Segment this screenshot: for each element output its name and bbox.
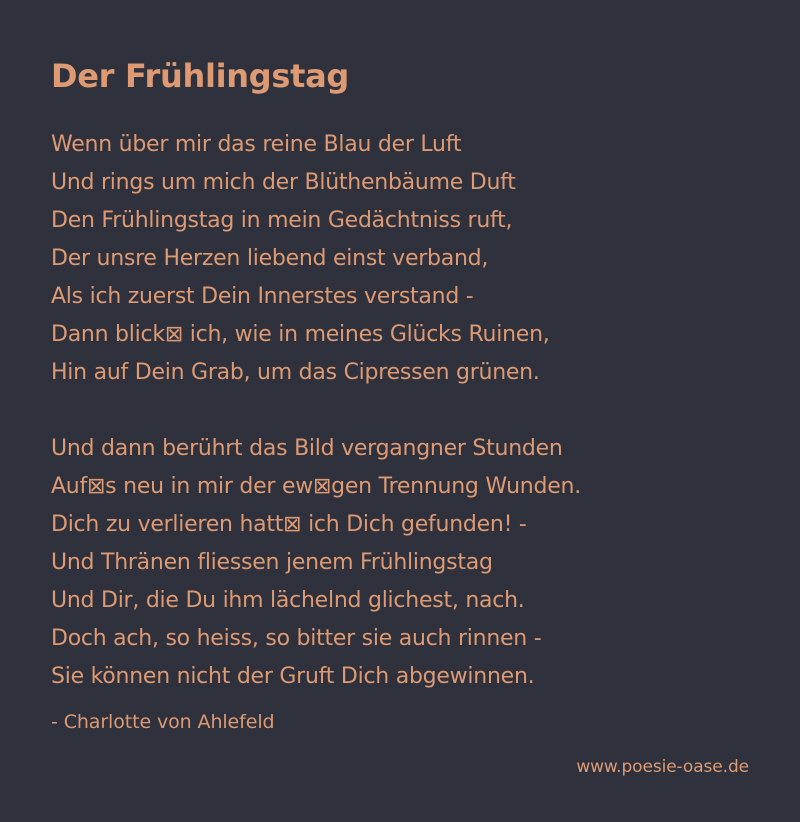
poem-line: Und rings um mich der Blüthenbäume Duft — [51, 170, 516, 195]
poem-line: Doch ach, so heiss, so bitter sie auch rinnen - — [51, 626, 542, 651]
poem-line: Dich zu verlieren hatt⊠ ich Dich gefunden! - — [51, 512, 527, 537]
poem-line: Und dann berührt das Bild vergangner Stunden — [51, 436, 563, 461]
website-url: www.poesie-oase.de — [576, 757, 749, 777]
poem-line: Als ich zuerst Dein Innerstes verstand - — [51, 284, 474, 309]
poem-line: Der unsre Herzen liebend einst verband, — [51, 246, 489, 271]
poem-line: Den Frühlingstag in mein Gedächtniss ruft, — [51, 208, 513, 233]
poem-line: Wenn über mir das reine Blau der Luft — [51, 132, 462, 157]
poem-line: Dann blick⊠ ich, wie in meines Glücks Ruinen, — [51, 322, 550, 347]
poem-line: Auf⊠s neu in mir der ew⊠gen Trennung Wunden. — [51, 474, 581, 499]
poem-line: Und Dir, die Du ihm lächelnd glichest, nach. — [51, 588, 525, 613]
poem-title: Der Frühlingstag — [51, 57, 350, 95]
poem-line: Und Thränen fliessen jenem Frühlingstag — [51, 550, 493, 575]
poem-line: Hin auf Dein Grab, um das Cipressen grünen. — [51, 360, 540, 385]
stanza-1 — [51, 126, 550, 392]
author-credit: - Charlotte von Ahlefeld — [51, 711, 275, 733]
poem-line: Sie können nicht der Gruft Dich abgewinnen. — [51, 664, 535, 689]
stanza-2 — [51, 430, 581, 696]
